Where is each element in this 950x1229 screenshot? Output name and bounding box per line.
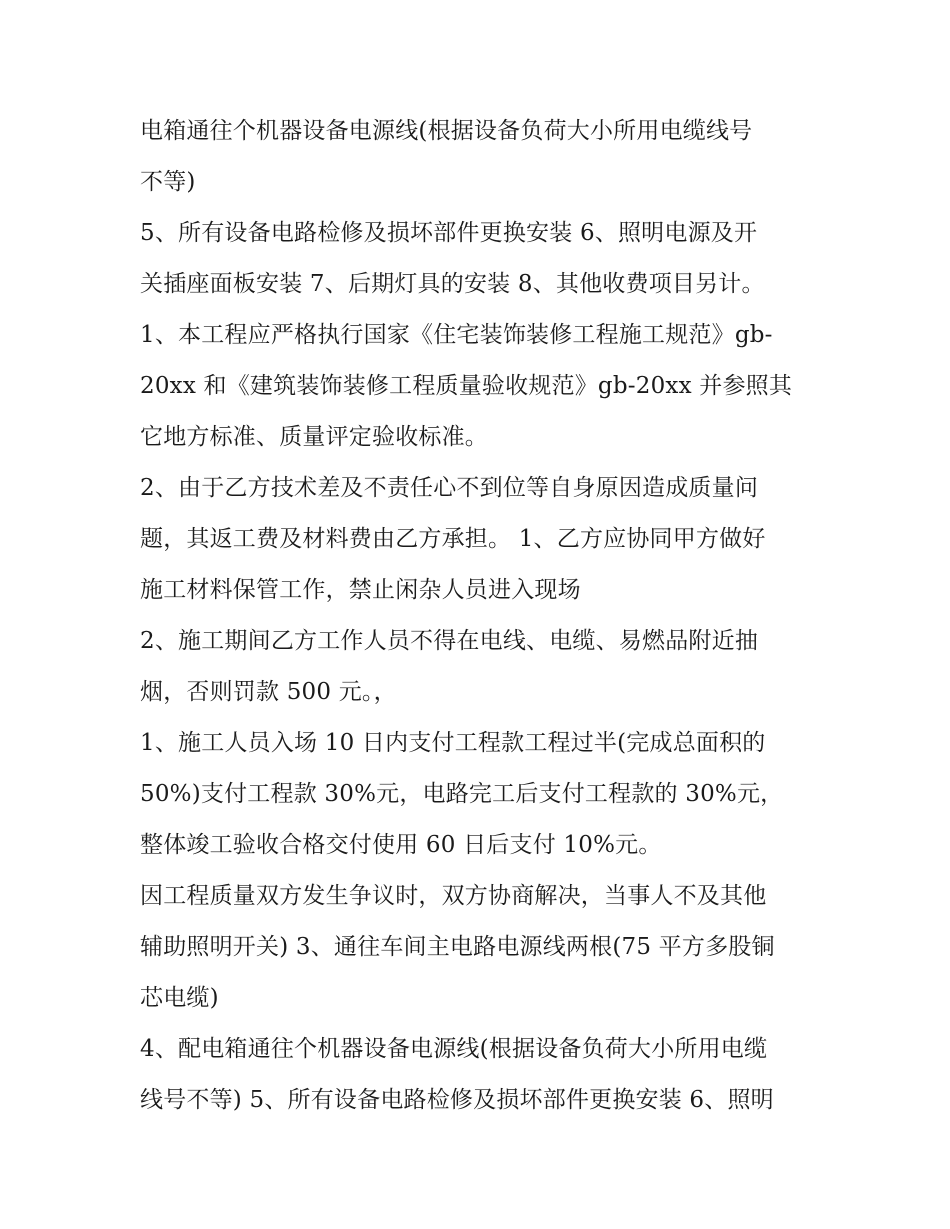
text-line: 线号不等) 5、所有设备电路检修及损坏部件更换安装 6、照明 (140, 1087, 774, 1113)
text-line: 它地方标准、质量评定验收标准。 (140, 424, 488, 450)
text-line: 因工程质量双方发生争议时，双方协商解决，当事人不及其他 (140, 883, 767, 909)
text-line: 不等) (140, 169, 196, 195)
text-line: 关插座面板安装 7、后期灯具的安装 8、其他收费项目另计。 (140, 271, 765, 297)
document-body (140, 106, 820, 1126)
text-line: 整体竣工验收合格交付使用 60 日后支付 10%元。 (140, 832, 662, 858)
text-line: 施工材料保管工作，禁止闲杂人员进入现场 (140, 577, 581, 603)
text-line: 1、本工程应严格执行国家《住宅装饰装修工程施工规范》gb- (140, 322, 773, 348)
text-line: 5、所有设备电路检修及损坏部件更换安装 6、照明电源及开 (140, 220, 758, 246)
text-line: 辅助照明开关) 3、通往车间主电路电源线两根(75 平方多股铜 (140, 934, 775, 960)
text-line: 50%)支付工程款 30%元，电路完工后支付工程款的 30%元， (140, 781, 784, 807)
text-line: 20xx 和《建筑装饰装修工程质量验收规范》gb-20xx 并参照其 (140, 373, 793, 399)
text-line: 芯电缆) (140, 985, 219, 1011)
text-line: 4、配电箱通往个机器设备电源线(根据设备负荷大小所用电缆 (140, 1036, 768, 1062)
text-line: 烟，否则罚款 500 元。， (140, 679, 397, 705)
text-line: 2、由于乙方技术差及不责任心不到位等自身原因造成质量问 (140, 475, 759, 501)
text-line: 题，其返工费及材料费由乙方承担。 1、乙方应协同甲方做好 (140, 526, 766, 552)
text-line: 2、施工期间乙方工作人员不得在电线、电缆、易燃品附近抽 (140, 628, 759, 654)
text-line: 电箱通往个机器设备电源线(根据设备负荷大小所用电缆线号 (140, 118, 753, 144)
text-line: 1、施工人员入场 10 日内支付工程款工程过半(完成总面积的 (140, 730, 766, 756)
